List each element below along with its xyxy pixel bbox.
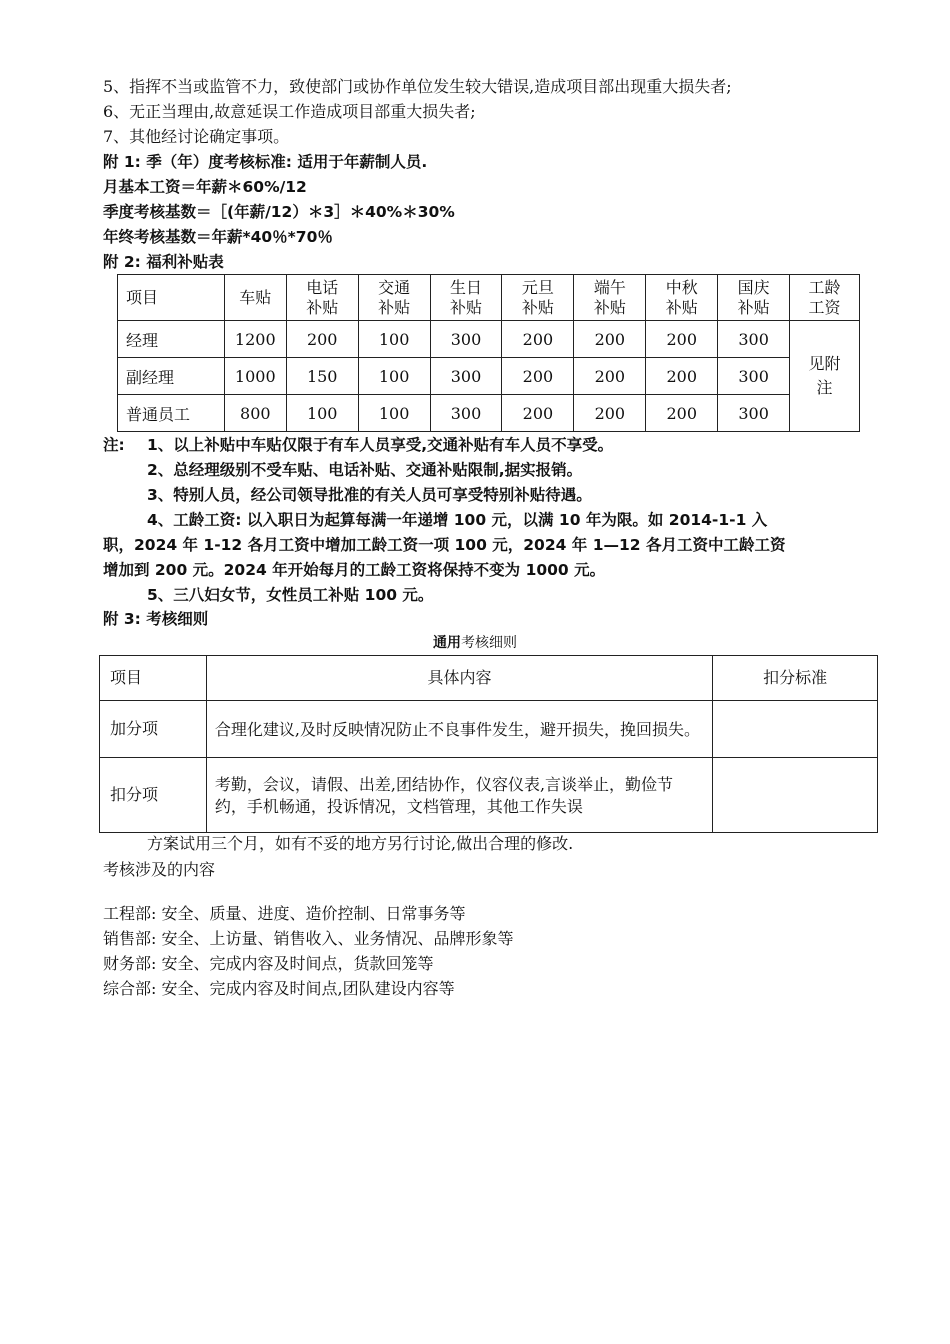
appendix1-title: 附 1: 季（年）度考核标准: 适用于年薪制人员. [103, 153, 428, 171]
table-cell: 1000 [224, 358, 286, 395]
table-row [118, 358, 860, 395]
table-cell: 200 [574, 321, 646, 358]
scope-title: 考核涉及的内容 [103, 860, 216, 879]
table-row [118, 395, 860, 432]
header-cell [574, 275, 646, 321]
trial-note: 方案试用三个月，如有不妥的地方另行讨论,做出合理的修改. [147, 834, 574, 853]
table-cell: 100 [286, 395, 358, 432]
header-label: 国庆 补贴 [737, 277, 770, 317]
table-cell: 100 [358, 358, 430, 395]
appendix2-title: 附 2: 福利补贴表 [103, 253, 224, 271]
table-cell: 200 [646, 395, 718, 432]
table-cell: 200 [502, 321, 574, 358]
header-cell [430, 275, 502, 321]
welfare-subsidy-table [117, 274, 860, 432]
header-label: 生日 补贴 [450, 277, 483, 317]
header-cell [286, 275, 358, 321]
table-cell: 200 [286, 321, 358, 358]
formula-monthly-salary: 月基本工资＝年薪＊60%/12 [103, 178, 307, 196]
row-label: 经理 [118, 321, 225, 358]
note-4-line-1: 4、工龄工资: 以入职日为起算每满一年递增 100 元，以满 10 年为限。如 2014-1-1 入 [147, 511, 768, 529]
header-cell [118, 275, 225, 321]
table-header-row [118, 275, 860, 321]
note-5: 5、三八妇女节，女性员工补贴 100 元。 [147, 586, 434, 604]
table-cell: 200 [502, 395, 574, 432]
row-label: 普通员工 [118, 395, 225, 432]
header-label: 电话 补贴 [306, 277, 339, 317]
table-cell: 300 [718, 395, 790, 432]
row-label: 加分项 [100, 701, 207, 758]
note-4-line-2: 职，2024 年 1-12 各月工资中增加工龄工资一项 100 元，2024 年 1—12 各月工资中工龄工资 [103, 536, 786, 554]
table-cell: 200 [574, 358, 646, 395]
header-cell [502, 275, 574, 321]
formula-quarterly-base: 季度考核基数＝［(年薪/12）＊3］＊40%＊30% [103, 203, 455, 221]
table-cell: 200 [574, 395, 646, 432]
table-cell: 100 [358, 321, 430, 358]
table-header-row [100, 656, 878, 701]
dept-general: 综合部: 安全、完成内容及时间点,团队建设内容等 [103, 979, 455, 998]
formula-annual-base: 年终考核基数＝年薪*40％*70％ [103, 228, 333, 246]
table-cell: 100 [358, 395, 430, 432]
row-label: 副经理 [118, 358, 225, 395]
intro-line-6: 6、无正当理由,故意延误工作造成项目部重大损失者; [103, 102, 476, 121]
header-cell [224, 275, 286, 321]
dept-finance: 财务部: 安全、完成内容及时间点，货款回笼等 [103, 954, 434, 973]
header-label: 端午 补贴 [593, 277, 626, 317]
table-cell: 800 [224, 395, 286, 432]
table-cell: 300 [430, 358, 502, 395]
row-standard [713, 758, 878, 833]
appendix3-title: 附 3: 考核细则 [103, 610, 209, 628]
table-row [118, 321, 860, 358]
table-cell: 1200 [224, 321, 286, 358]
header-cell: 扣分标准 [713, 656, 878, 701]
header-label: 车贴 [239, 287, 272, 307]
header-label: 元旦 补贴 [521, 277, 554, 317]
row-standard [713, 701, 878, 758]
header-label: 工龄 工资 [808, 277, 841, 317]
note-2: 2、总经理级别不受车贴、电话补贴、交通补贴限制,据实报销。 [147, 461, 583, 479]
notes-label: 注: [103, 436, 125, 454]
header-cell [790, 275, 860, 321]
dept-engineering: 工程部: 安全、质量、进度、造价控制、日常事务等 [103, 904, 466, 923]
table-cell: 300 [430, 395, 502, 432]
table-cell: 300 [430, 321, 502, 358]
header-label: 项目 [126, 287, 159, 307]
note-4-line-3: 增加到 200 元。2024 年开始每月的工龄工资将保持不变为 1000 元。 [103, 561, 606, 579]
header-label: 交通 补贴 [378, 277, 411, 317]
header-cell [646, 275, 718, 321]
header-cell: 项目 [100, 656, 207, 701]
row-content: 考勤，会议，请假、出差,团结协作，仪容仪表,言谈举止，勤俭节约，手机畅通，投诉情况，文档管理，其他工作失误 [206, 758, 712, 833]
dept-sales: 销售部: 安全、上访量、销售收入、业务情况、品牌形象等 [103, 929, 514, 948]
table-row [100, 758, 878, 833]
table-caption [0, 634, 950, 652]
table-row [100, 701, 878, 758]
header-cell: 具体内容 [206, 656, 712, 701]
row-label: 扣分项 [100, 758, 207, 833]
note-3: 3、特别人员，经公司领导批准的有关人员可享受特别补贴待遇。 [147, 486, 592, 504]
seniority-note-cell: 见附 注 [790, 321, 860, 432]
table-cell: 200 [646, 321, 718, 358]
note-1: 1、以上补贴中车贴仅限于有车人员享受,交通补贴有车人员不享受。 [147, 436, 614, 454]
table-cell: 200 [502, 358, 574, 395]
table-cell: 200 [646, 358, 718, 395]
caption-bold-part: 通用 [433, 635, 461, 651]
intro-line-7: 7、其他经讨论确定事项。 [103, 127, 290, 146]
table-cell: 300 [718, 321, 790, 358]
header-cell [358, 275, 430, 321]
assessment-detail-table [99, 655, 878, 833]
table-cell: 300 [718, 358, 790, 395]
caption-rest: 考核细则 [461, 635, 517, 651]
intro-line-5: 5、指挥不当或监管不力，致使部门或协作单位发生较大错误,造成项目部出现重大损失者; [103, 77, 732, 96]
table-cell: 150 [286, 358, 358, 395]
header-cell [718, 275, 790, 321]
header-label: 中秋 补贴 [665, 277, 698, 317]
row-content: 合理化建议,及时反映情况防止不良事件发生，避开损失，挽回损失。 [206, 701, 712, 758]
